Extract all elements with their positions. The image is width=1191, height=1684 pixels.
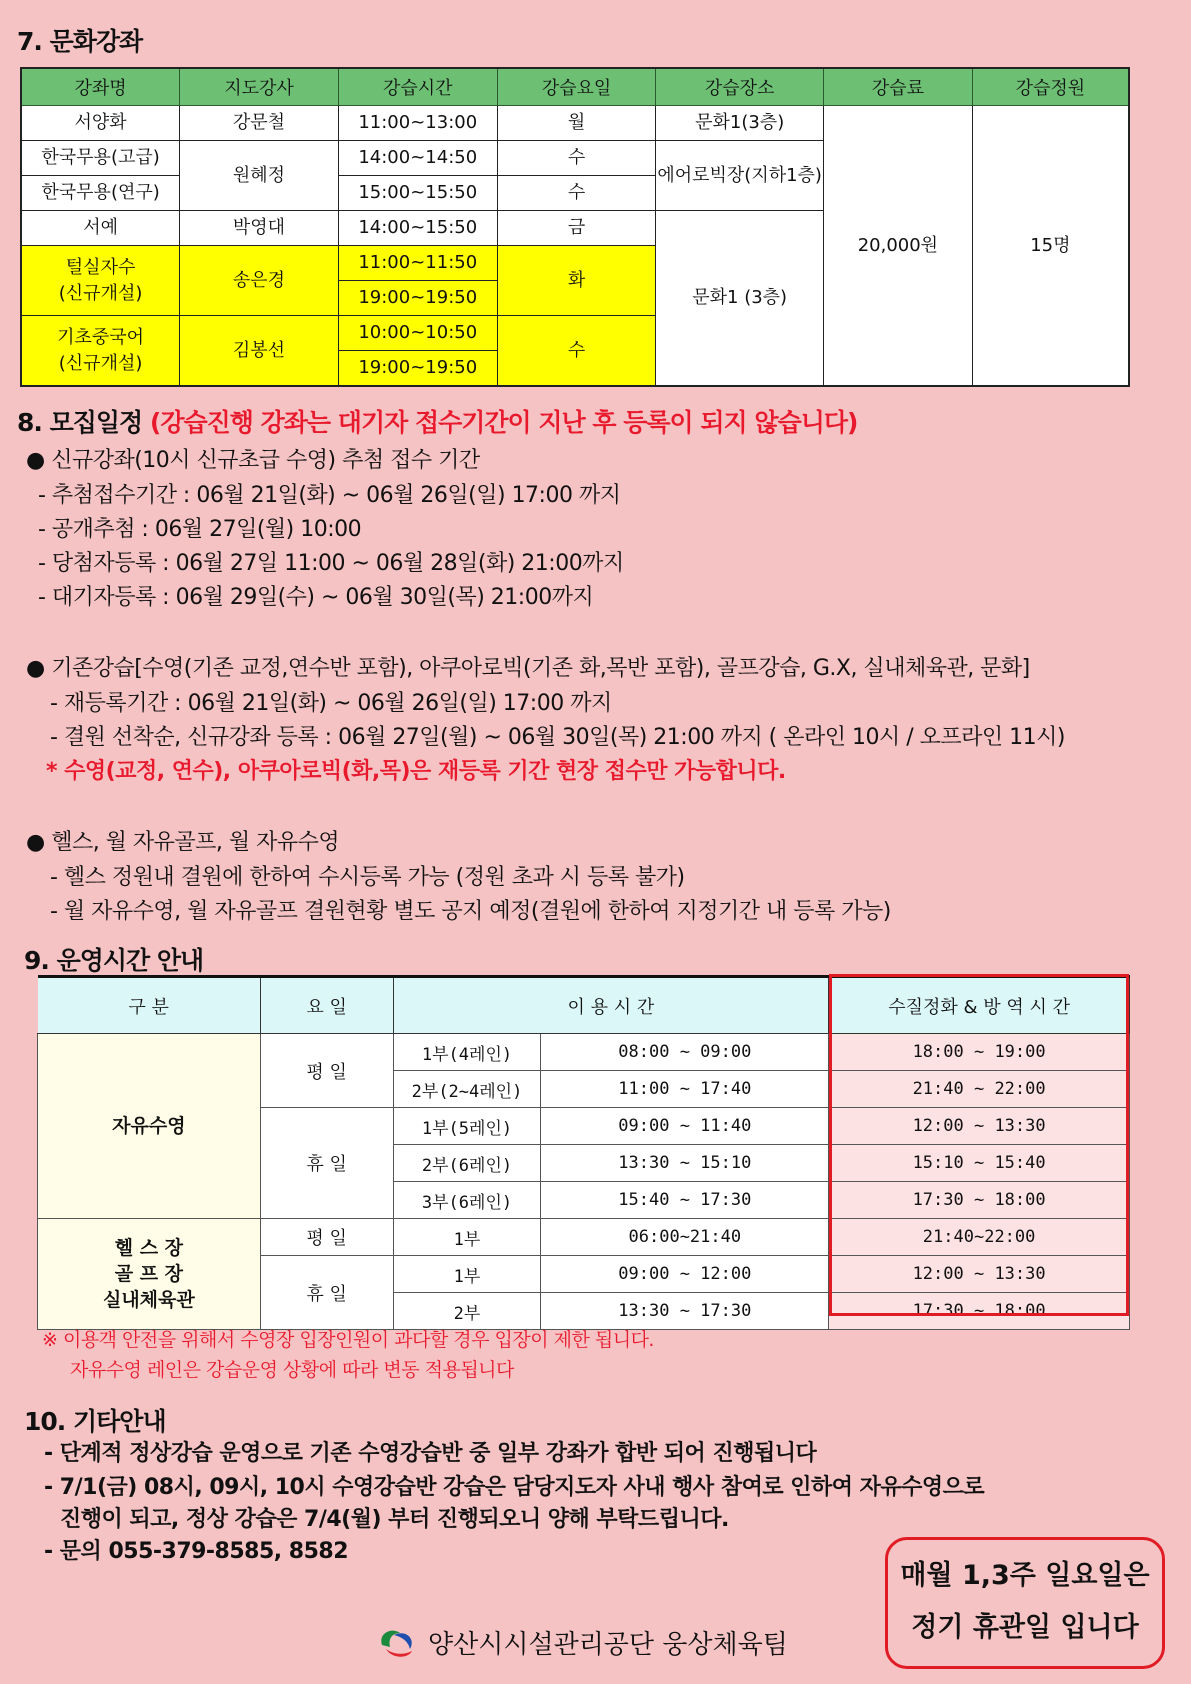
cleaning-time: 21:40~22:00 [829,1219,1130,1256]
section-8-label: 8. 모집일정 [17,408,150,437]
col-header: 강습장소 [656,68,824,106]
pool-note: ※ 이용객 안전을 위해서 수영장 입장인원이 과다할 경우 입장이 제한 됩니다. [42,1329,654,1351]
group-gym-line: 헬 스 장 [114,1237,184,1259]
class-time: 15:00~15:50 [338,176,497,211]
organization-logo-icon [376,1625,418,1661]
pool-note: 자유수영 레인은 강습운영 상황에 따라 변동 적용됩니다 [70,1359,514,1381]
organization-name: 양산시시설관리공단 웅상체육팀 [428,1630,788,1660]
section-8-title [17,403,857,439]
group-free-swim: 자유수영 [38,1034,261,1219]
bullet-new-course: ● 신규강좌(10시 신규초급 수영) 추첨 접수 기간 [26,448,480,473]
session-part: 1부(4레인) [393,1034,541,1071]
contact-line: - 문의 055-379-8585, 8582 [44,1539,349,1564]
col-header: 지도강사 [180,68,339,106]
col-header: 강좌명 [21,68,180,106]
schedule-line: - 대기자등록 : 06월 29일(수) ~ 06월 30일(목) 21:00까지 [38,585,594,610]
day-type: 평 일 [260,1219,393,1256]
info-line: 진행이 되고, 정상 강습은 7/4(월) 부터 진행되오니 양해 부탁드립니다. [60,1507,729,1532]
cleaning-time: 17:30 ~ 18:00 [829,1182,1130,1219]
section-9-title: 9. 운영시간 안내 [24,946,204,975]
use-time: 15:40 ~ 17:30 [541,1182,829,1219]
section-10-title: 10. 기타안내 [24,1407,166,1436]
class-day: 수 [497,176,656,211]
class-time: 11:00~13:00 [338,106,497,141]
group-gym-line: 실내체육관 [102,1289,195,1311]
schedule-line: - 재등록기간 : 06월 21일(화) ~ 06월 26일(일) 17:00 까지 [50,691,612,716]
info-line: - 단계적 정상강습 운영으로 기존 수영강습반 중 일부 강좌가 합반 되어 진행됩니다 [44,1441,817,1466]
table-header-row [21,68,1129,106]
schedule-line: - 당첨자등록 : 06월 27일 11:00 ~ 06월 28일(화) 21:00까지 [38,551,624,576]
col-header: 이 용 시 간 [393,977,829,1034]
class-time: 14:00~14:50 [338,141,497,176]
cleaning-time: 21:40 ~ 22:00 [829,1071,1130,1108]
info-line: - 7/1(금) 08시, 09시, 10시 수영강습반 강습은 담당지도자 사내 행사 참여로 인하여 자유수영으로 [44,1475,985,1500]
new-course-tag: (신규개설) [58,282,143,304]
schedule-line: - 결원 선착순, 신규강좌 등록 : 06월 27일(월) ~ 06월 30일(목) 21:00 까지 ( 온라인 10시 / 오프라인 11시) [50,725,1065,750]
section-8-warning: (강습진행 강좌는 대기자 접수기간이 지난 후 등록이 되지 않습니다) [149,408,858,437]
class-place: 문화1(3층) [656,106,824,141]
use-time: 08:00 ~ 09:00 [541,1034,829,1071]
schedule-line: - 헬스 정원내 결원에 한하여 수시등록 가능 (정원 초과 시 등록 불가) [50,865,685,890]
col-header: 요 일 [260,977,393,1034]
teacher: 강문철 [180,106,339,141]
col-header: 강습료 [824,68,973,106]
day-type: 휴 일 [260,1256,393,1330]
use-time: 09:00 ~ 12:00 [541,1256,829,1293]
footer [376,1624,788,1661]
class-place: 문화1 (3층) [656,211,824,387]
session-part: 1부 [393,1219,541,1256]
table-row [38,1034,1130,1071]
schedule-line: - 추첨접수기간 : 06월 21일(화) ~ 06월 26일(일) 17:00 까지 [38,483,621,508]
table-row [38,1219,1130,1256]
teacher: 김봉선 [180,316,339,387]
use-time: 11:00 ~ 17:40 [541,1071,829,1108]
session-part: 1부(5레인) [393,1108,541,1145]
day-type: 평 일 [260,1034,393,1108]
teacher: 원혜정 [180,141,339,211]
bullet-health-free: ● 헬스, 월 자유골프, 월 자유수영 [26,830,340,855]
session-part: 3부(6레인) [393,1182,541,1219]
course-name: 한국무용(고급) [21,141,180,176]
col-header: 구 분 [38,977,261,1034]
class-capacity: 15명 [972,106,1129,387]
cleaning-time: 12:00 ~ 13:30 [829,1256,1130,1293]
teacher: 박영대 [180,211,339,246]
use-time: 13:30 ~ 15:10 [541,1145,829,1182]
new-course-tag: (신규개설) [58,352,143,374]
notice-line: 정기 휴관일 입니다 [911,1612,1139,1643]
red-note: * 수영(교정, 연수), 아쿠아로빅(화,목)은 재등록 기간 현장 접수만 가능합니다. [46,759,786,784]
class-time: 14:00~15:50 [338,211,497,246]
bullet-existing-course: ● 기존강습[수영(기존 교정,연수반 포함), 아쿠아로빅(기존 화,목반 포함), 골프강습, G.X, 실내체육관, 문화] [26,656,1030,681]
course-name: 한국무용(연구) [21,176,180,211]
col-header: 수질정화 & 방 역 시 간 [829,977,1130,1034]
session-part: 1부 [393,1256,541,1293]
cleaning-time: 17:30 ~ 18:00 [829,1293,1130,1330]
course-name [21,316,180,387]
use-time: 06:00~21:40 [541,1219,829,1256]
class-day: 월 [497,106,656,141]
class-day: 화 [497,246,656,316]
table-header-row [38,977,1130,1034]
class-day: 수 [497,316,656,387]
class-time: 19:00~19:50 [338,281,497,316]
class-day: 수 [497,141,656,176]
group-gym-line: 골 프 장 [114,1263,184,1285]
notice-line: 매월 1,3주 일요일은 [900,1560,1150,1591]
session-part: 2부(6레인) [393,1145,541,1182]
culture-course-table [20,67,1130,387]
use-time: 09:00 ~ 11:40 [541,1108,829,1145]
course-name [21,246,180,316]
course-name: 서양화 [21,106,180,141]
course-name-line: 기초중국어 [57,326,145,348]
session-part: 2부 [393,1293,541,1330]
class-fee: 20,000원 [824,106,973,387]
cleaning-time: 12:00 ~ 13:30 [829,1108,1130,1145]
closing-day-notice [885,1537,1165,1669]
cleaning-time: 15:10 ~ 15:40 [829,1145,1130,1182]
use-time: 13:30 ~ 17:30 [541,1293,829,1330]
section-7-title: 7. 문화강좌 [17,27,143,56]
class-place: 에어로빅장(지하1층) [656,141,824,211]
course-name: 서예 [21,211,180,246]
class-time: 11:00~11:50 [338,246,497,281]
teacher: 송은경 [180,246,339,316]
cleaning-time: 18:00 ~ 19:00 [829,1034,1130,1071]
class-time: 19:00~19:50 [338,351,497,387]
schedule-line: - 월 자유수영, 월 자유골프 결원현황 별도 공지 예정(결원에 한하여 지정기간 내 등록 가능) [50,899,891,924]
group-gym [38,1219,261,1330]
operating-hours-table [37,975,1130,1330]
course-name-line: 털실자수 [65,256,136,278]
col-header: 강습시간 [338,68,497,106]
schedule-line: - 공개추첨 : 06월 27일(월) 10:00 [38,517,362,542]
col-header: 강습요일 [497,68,656,106]
class-day: 금 [497,211,656,246]
table-row [21,106,1129,141]
day-type: 휴 일 [260,1108,393,1219]
col-header: 강습정원 [972,68,1129,106]
session-part: 2부(2~4레인) [393,1071,541,1108]
class-time: 10:00~10:50 [338,316,497,351]
